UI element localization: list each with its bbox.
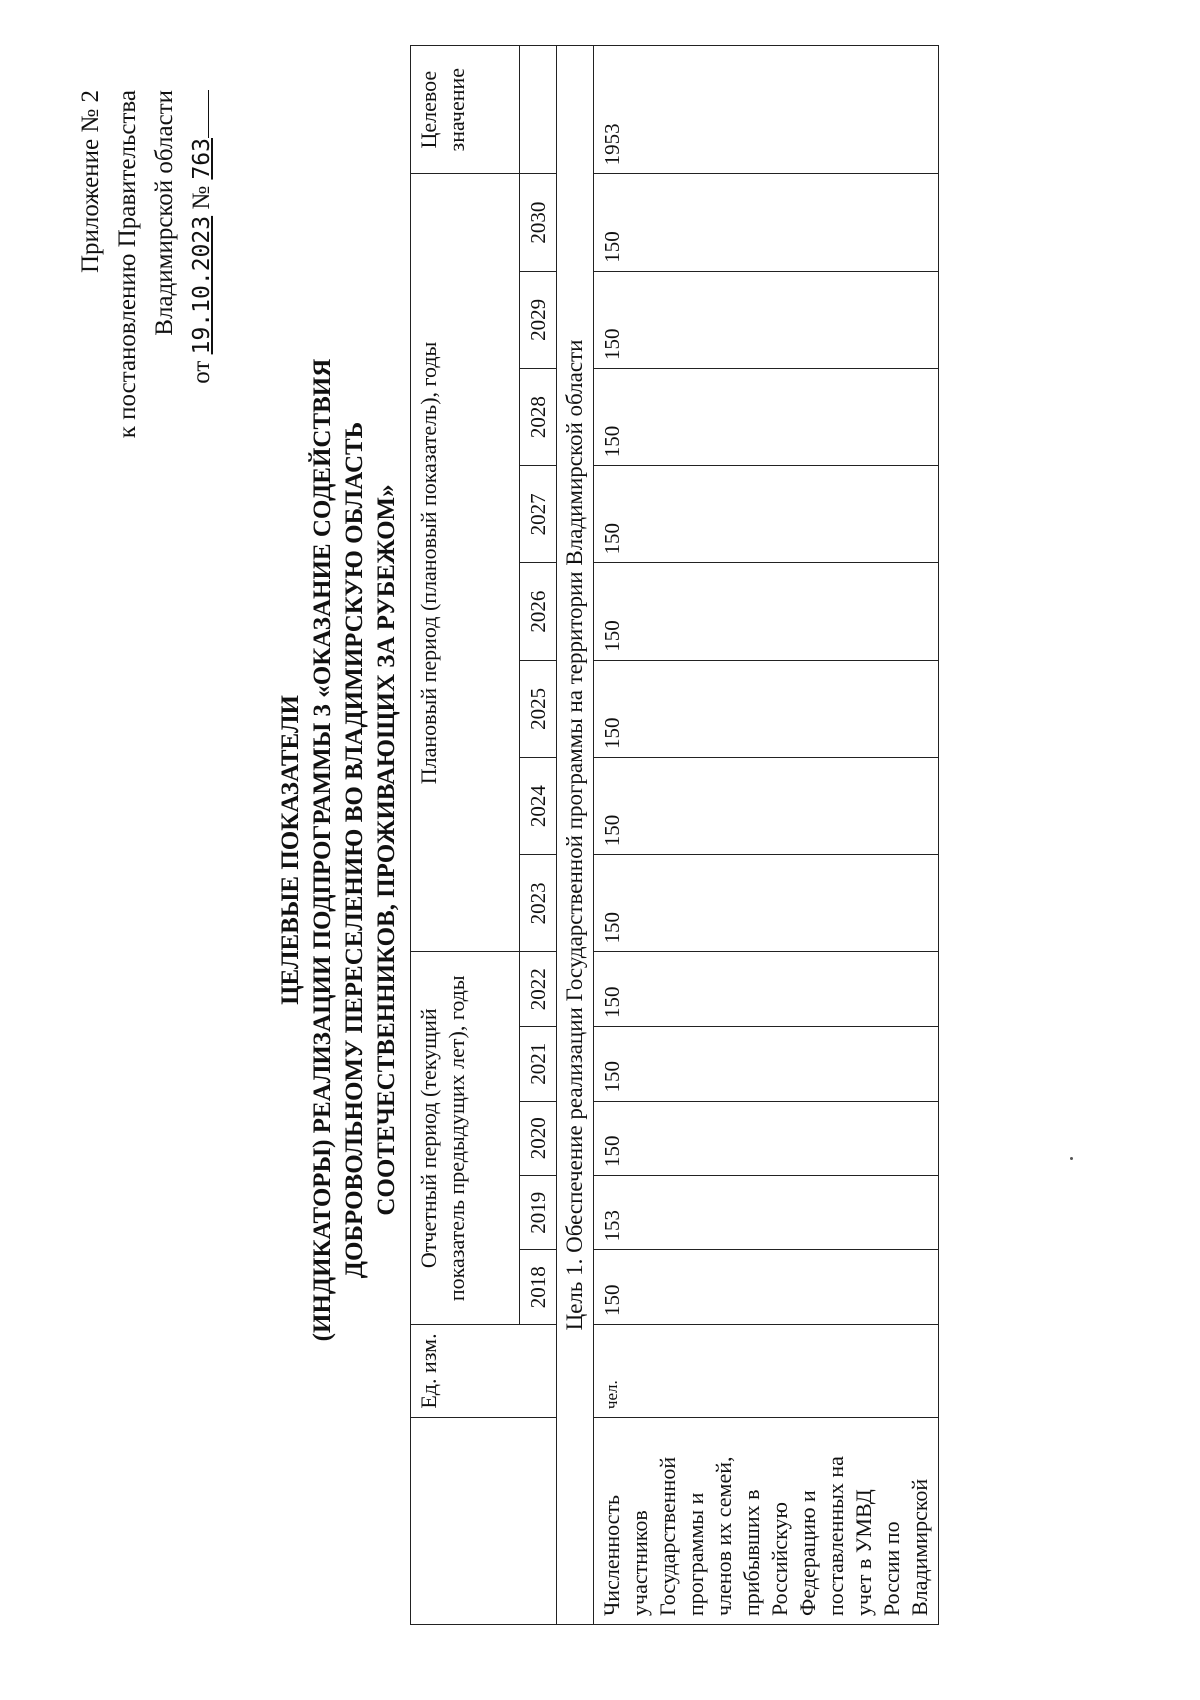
title-line-4: СООТЕЧЕСТВЕННИКОВ, ПРОЖИВАЮЩИХ ЗА РУБЕЖОМ» <box>373 484 400 1216</box>
appendix-title: Приложение № 2 <box>77 90 104 274</box>
year-cell: 2028 <box>520 369 557 466</box>
header-indicator <box>411 1418 557 1625</box>
reporting-value: 150 <box>594 952 939 1027</box>
reporting-value: 150 <box>594 1250 939 1324</box>
header-unit: Ед. изм. <box>411 1324 557 1417</box>
header-target: Целевое значение <box>411 46 520 174</box>
target-year-blank <box>520 46 557 174</box>
year-cell: 2023 <box>520 855 557 952</box>
year-cell: 2030 <box>520 174 557 271</box>
header-reporting-period: Отчетный период (текущий показатель предыдущих лет), годы <box>411 952 520 1324</box>
planned-value: 150 <box>594 466 939 563</box>
appendix-resolution: к постановлению Правительства <box>114 90 141 439</box>
appendix-header <box>72 90 221 650</box>
resolution-number: 763 <box>189 138 215 180</box>
reporting-value: 153 <box>594 1176 939 1250</box>
indicators-table <box>410 45 939 1625</box>
year-cell: 2018 <box>520 1250 557 1324</box>
title-line-1: ЦЕЛЕВЫЕ ПОКАЗАТЕЛИ <box>277 695 304 1005</box>
target-value: 1953 <box>594 46 939 174</box>
goal-heading: Цель 1. Обеспечение реализации Государственной программы на территории Владимирской области <box>557 46 594 1625</box>
year-cell: 2021 <box>520 1027 557 1101</box>
indicator-unit: чел. <box>594 1324 939 1417</box>
number-prefix: № <box>188 185 215 210</box>
year-cell: 2027 <box>520 466 557 563</box>
reporting-value: 150 <box>594 1101 939 1175</box>
planned-value: 150 <box>594 855 939 952</box>
indicator-name: Численность участников Государственной программы и членов их семей, прибывших в Российскую Федерацию и поставленных на учет в УМВД России по Владимирской <box>594 1418 939 1625</box>
title-line-3: ДОБРОВОЛЬНОМУ ПЕРЕСЕЛЕНИЮ ВО ВЛАДИМИРСКУЮ ОБЛАСТЬ <box>341 421 368 1279</box>
year-cell: 2019 <box>520 1176 557 1250</box>
title-line-2: (ИНДИКАТОРЫ) РЕАЛИЗАЦИИ ПОДПРОГРАММЫ 3 «ОКАЗАНИЕ СОДЕЙСТВИЯ <box>309 358 336 1342</box>
planned-value: 150 <box>594 174 939 271</box>
document-title <box>275 180 403 1520</box>
year-cell: 2024 <box>520 758 557 855</box>
goal-row <box>557 46 594 1625</box>
table-row <box>594 46 939 1625</box>
planned-value: 150 <box>594 271 939 368</box>
appendix-date-line <box>183 90 221 650</box>
date-prefix: от <box>188 360 215 384</box>
year-cell: 2025 <box>520 660 557 757</box>
header-planned-period: Плановый период (плановый показатель), годы <box>411 174 520 952</box>
year-cell: 2022 <box>520 952 557 1027</box>
signature-underline <box>184 90 209 138</box>
planned-value: 150 <box>594 660 939 757</box>
planned-value: 150 <box>594 369 939 466</box>
year-cell: 2029 <box>520 271 557 368</box>
year-cell: 2020 <box>520 1101 557 1175</box>
appendix-region: Владимирской области <box>151 90 178 336</box>
year-cell: 2026 <box>520 563 557 660</box>
reporting-value: 150 <box>594 1027 939 1101</box>
resolution-date: 19.10.2023 <box>189 215 215 355</box>
planned-value: 150 <box>594 563 939 660</box>
table-header-row <box>411 46 520 1625</box>
scan-speck <box>1070 1157 1073 1160</box>
planned-value: 150 <box>594 758 939 855</box>
